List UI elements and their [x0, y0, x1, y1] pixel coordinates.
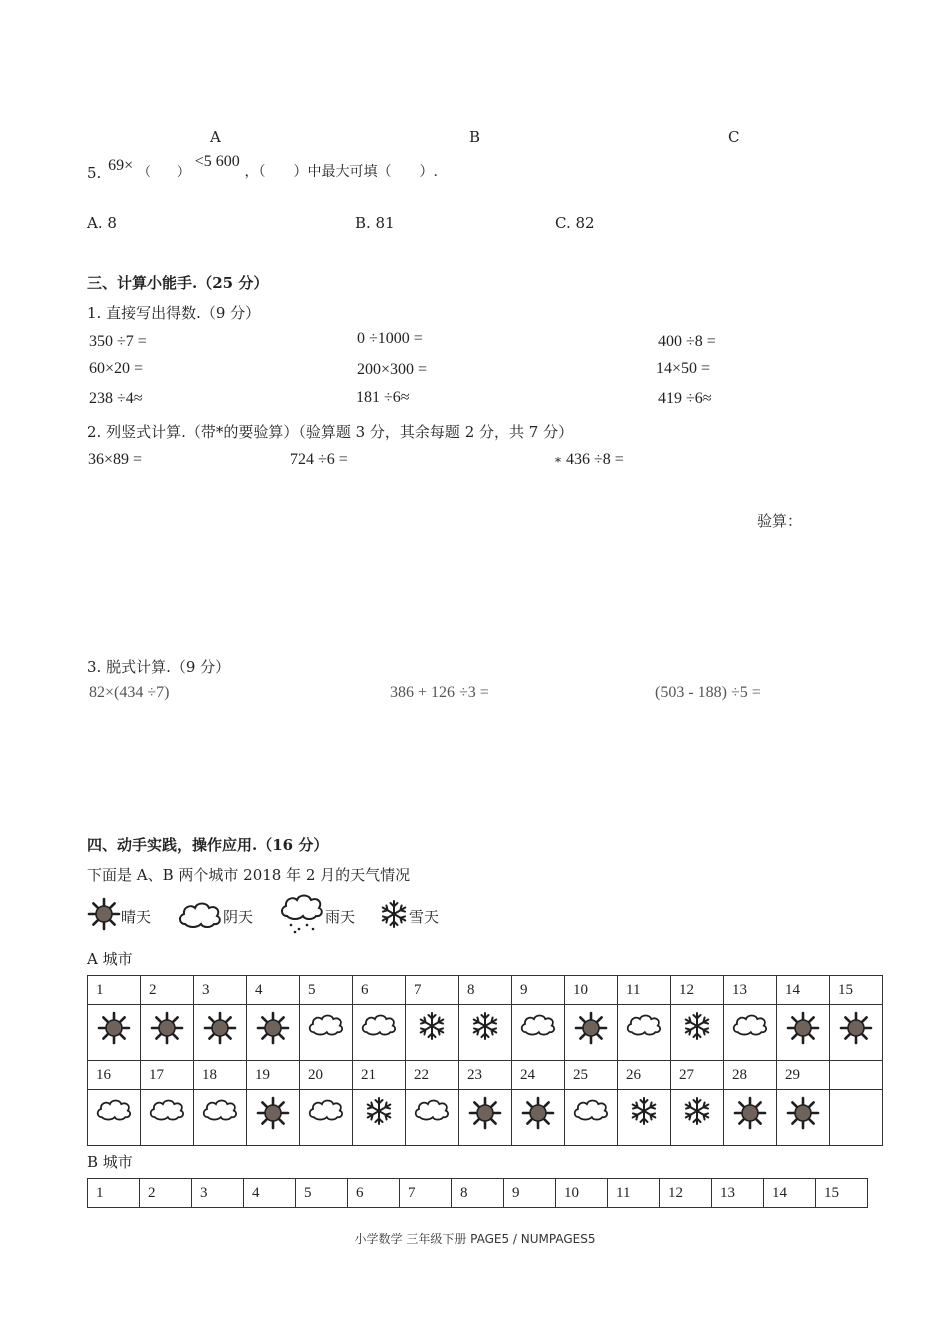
- city-a-day-cell: 20: [300, 1061, 353, 1090]
- sun-icon: [574, 1011, 608, 1050]
- city-a-weather-cell: [459, 1090, 512, 1146]
- part-3-title: 3. 脱式计算.（9 分）: [87, 658, 231, 676]
- vertical-calc-item: 36×89 =: [88, 451, 143, 468]
- city-a-weather-cell: [777, 1005, 830, 1061]
- cloud-icon: [360, 1011, 398, 1042]
- vertical-calc-item: 724 ÷6 =: [290, 451, 348, 468]
- city-a-weather-cell: [247, 1005, 300, 1061]
- legend-label-snowy: 雪天: [409, 907, 440, 926]
- sun-icon: [97, 1011, 131, 1050]
- city-a-day-cell: 15: [830, 976, 883, 1005]
- city-a-day-cell: 10: [565, 976, 618, 1005]
- cloud-icon: [95, 1096, 133, 1127]
- expression-right: <5 600: [194, 153, 240, 170]
- city-a-weather-cell: [512, 1005, 565, 1061]
- city-a-weather-cell: [565, 1090, 618, 1146]
- city-a-day-cell: 24: [512, 1061, 565, 1090]
- city-a-weather-cell: [194, 1005, 247, 1061]
- cloud-icon: [519, 1011, 557, 1042]
- city-a-weather-cell: [724, 1090, 777, 1146]
- city-a-day-cell: 21: [353, 1061, 406, 1090]
- city-a-weather-cell: [777, 1090, 830, 1146]
- choice-c: C. 82: [555, 214, 595, 232]
- snow-icon: [682, 1096, 712, 1131]
- city-a-weather-cell: [406, 1090, 459, 1146]
- city-a-day-cell: 23: [459, 1061, 512, 1090]
- city-a-day-cell: 3: [194, 976, 247, 1005]
- cloud-icon: [307, 1011, 345, 1042]
- oral-item: 350 ÷7 =: [89, 333, 147, 350]
- stepwise-calc-item: 82×(434 ÷7): [89, 684, 170, 701]
- cloud-icon: [148, 1096, 186, 1127]
- city-a-day-cell: 9: [512, 976, 565, 1005]
- city-b-day-cell: 13: [712, 1179, 764, 1208]
- sun-icon: [468, 1096, 502, 1135]
- city-a-day-cell: 19: [247, 1061, 300, 1090]
- snow-icon: [470, 1011, 500, 1046]
- city-b-day-cell: 7: [400, 1179, 452, 1208]
- check-label: 验算：: [757, 512, 803, 530]
- city-a-weather-cell: [618, 1090, 671, 1146]
- oral-item: 238 ÷4≈: [89, 390, 143, 407]
- city-b-day-cell: 15: [816, 1179, 868, 1208]
- cloud-icon: [201, 1096, 239, 1127]
- city-a-weather-cell: [300, 1090, 353, 1146]
- choice-a: A. 8: [87, 214, 117, 232]
- sun-icon: [839, 1011, 873, 1050]
- city-a-weather-cell: [353, 1090, 406, 1146]
- city-a-day-cell: 18: [194, 1061, 247, 1090]
- city-a-day-cell: 2: [141, 976, 194, 1005]
- city-a-day-cell: 28: [724, 1061, 777, 1090]
- option-label-a: A: [210, 128, 221, 146]
- city-b-day-cell: 8: [452, 1179, 504, 1208]
- snow-icon: [417, 1011, 447, 1046]
- snow-icon: [379, 899, 409, 933]
- city-a-weather-cell: [830, 1090, 883, 1146]
- sun-icon: [203, 1011, 237, 1050]
- sun-icon: [150, 1011, 184, 1050]
- city-a-table: [87, 975, 883, 1146]
- part-1-title: 1. 直接写出得数.（9 分）: [87, 304, 261, 322]
- option-label-b: B: [469, 128, 481, 146]
- choice-b: B. 81: [355, 214, 395, 232]
- city-b-table: [87, 1178, 868, 1208]
- section-4-title: 四、动手实践，操作应用.（16 分）: [87, 836, 329, 854]
- city-b-day-cell: 4: [244, 1179, 296, 1208]
- legend-label-sunny: 晴天: [121, 907, 152, 926]
- city-a-day-cell: 7: [406, 976, 459, 1005]
- city-a-weather-cell: [141, 1005, 194, 1061]
- city-b-day-cell: 11: [608, 1179, 660, 1208]
- city-a-day-cell: 16: [88, 1061, 141, 1090]
- sun-icon: [733, 1096, 767, 1135]
- cloud-icon: [572, 1096, 610, 1127]
- city-b-label: B 城市: [87, 1153, 133, 1171]
- city-b-day-cell: 10: [556, 1179, 608, 1208]
- oral-item: 200×300 =: [357, 361, 428, 378]
- city-a-weather-cell: [406, 1005, 459, 1061]
- city-a-weather-cell: [565, 1005, 618, 1061]
- city-a-day-cell: 22: [406, 1061, 459, 1090]
- city-a-day-cell: 27: [671, 1061, 724, 1090]
- city-a-weather-cell: [459, 1005, 512, 1061]
- city-a-day-cell: 14: [777, 976, 830, 1005]
- oral-item: 419 ÷6≈: [658, 390, 712, 407]
- question-number: 5.: [87, 164, 102, 182]
- city-a-weather-cell: [724, 1005, 777, 1061]
- rain-icon: [279, 894, 325, 938]
- city-a-weather-cell: [141, 1090, 194, 1146]
- city-a-weather-cell: [830, 1005, 883, 1061]
- city-a-day-cell: 12: [671, 976, 724, 1005]
- legend-label-cloudy: 阴天: [223, 907, 254, 926]
- cloud-icon: [625, 1011, 663, 1042]
- city-a-weather-cell: [671, 1005, 724, 1061]
- city-a-day-cell: 13: [724, 976, 777, 1005]
- cloud-icon: [731, 1011, 769, 1042]
- city-a-day-cell: 29: [777, 1061, 830, 1090]
- cloud-icon: [177, 898, 223, 934]
- city-a-weather-cell: [300, 1005, 353, 1061]
- oral-item: 181 ÷6≈: [356, 389, 410, 406]
- part-2-title: 2. 列竖式计算.（带*的要验算）（验算题 3 分，其余每题 2 分，共 7 分）: [87, 423, 574, 441]
- sun-icon: [786, 1011, 820, 1050]
- city-b-day-cell: 9: [504, 1179, 556, 1208]
- snow-icon: [629, 1096, 659, 1131]
- check-star: *: [555, 455, 561, 469]
- vertical-calc-item: 436 ÷8 =: [566, 451, 624, 468]
- city-b-day-cell: 14: [764, 1179, 816, 1208]
- question-tail: ，（ ）中最大可填（ ）.: [244, 164, 438, 180]
- weather-legend: [87, 894, 439, 938]
- city-a-weather-cell: [353, 1005, 406, 1061]
- city-a-weather-cell: [88, 1005, 141, 1061]
- city-b-day-cell: 1: [88, 1179, 140, 1208]
- section-3-title: 三、计算小能手.（25 分）: [87, 274, 269, 292]
- sun-icon: [256, 1096, 290, 1135]
- sun-icon: [521, 1096, 555, 1135]
- city-a-weather-cell: [88, 1090, 141, 1146]
- snow-icon: [682, 1011, 712, 1046]
- cloud-icon: [413, 1096, 451, 1127]
- stepwise-calc-item: 386 + 126 ÷3 =: [390, 684, 489, 701]
- question-5: [87, 153, 438, 182]
- city-a-day-cell: 8: [459, 976, 512, 1005]
- city-a-day-cell: [830, 1061, 883, 1090]
- section-4-intro: 下面是 A、B 两个城市 2018 年 2 月的天气情况: [87, 866, 411, 884]
- city-a-day-cell: 26: [618, 1061, 671, 1090]
- option-label-c: C: [728, 128, 740, 146]
- city-a-weather-cell: [512, 1090, 565, 1146]
- sun-icon: [786, 1096, 820, 1135]
- legend-label-rainy: 雨天: [325, 907, 356, 926]
- blank: （ ）: [137, 165, 190, 180]
- city-a-day-cell: 25: [565, 1061, 618, 1090]
- city-a-day-cell: 5: [300, 976, 353, 1005]
- oral-item: 60×20 =: [89, 360, 144, 377]
- city-b-day-cell: 12: [660, 1179, 712, 1208]
- city-b-day-cell: 3: [192, 1179, 244, 1208]
- city-a-weather-cell: [247, 1090, 300, 1146]
- snow-icon: [364, 1096, 394, 1131]
- sun-icon: [87, 897, 121, 935]
- city-a-weather-cell: [618, 1005, 671, 1061]
- oral-item: 0 ÷1000 =: [357, 330, 423, 347]
- city-a-day-cell: 1: [88, 976, 141, 1005]
- city-a-weather-cell: [671, 1090, 724, 1146]
- expression-left: 69×: [108, 157, 134, 174]
- oral-item: 400 ÷8 =: [658, 333, 716, 350]
- stepwise-calc-item: (503 - 188) ÷5 =: [655, 684, 761, 701]
- city-a-day-cell: 4: [247, 976, 300, 1005]
- city-a-day-cell: 6: [353, 976, 406, 1005]
- page-footer: 小学数学 三年级下册 PAGE5 / NUMPAGES5: [354, 1232, 596, 1246]
- city-b-day-cell: 2: [140, 1179, 192, 1208]
- oral-item: 14×50 =: [656, 360, 711, 377]
- city-b-day-cell: 5: [296, 1179, 348, 1208]
- sun-icon: [256, 1011, 290, 1050]
- cloud-icon: [307, 1096, 345, 1127]
- city-a-day-cell: 11: [618, 976, 671, 1005]
- city-a-day-cell: 17: [141, 1061, 194, 1090]
- city-a-weather-cell: [194, 1090, 247, 1146]
- city-a-label: A 城市: [87, 950, 133, 968]
- city-b-day-cell: 6: [348, 1179, 400, 1208]
